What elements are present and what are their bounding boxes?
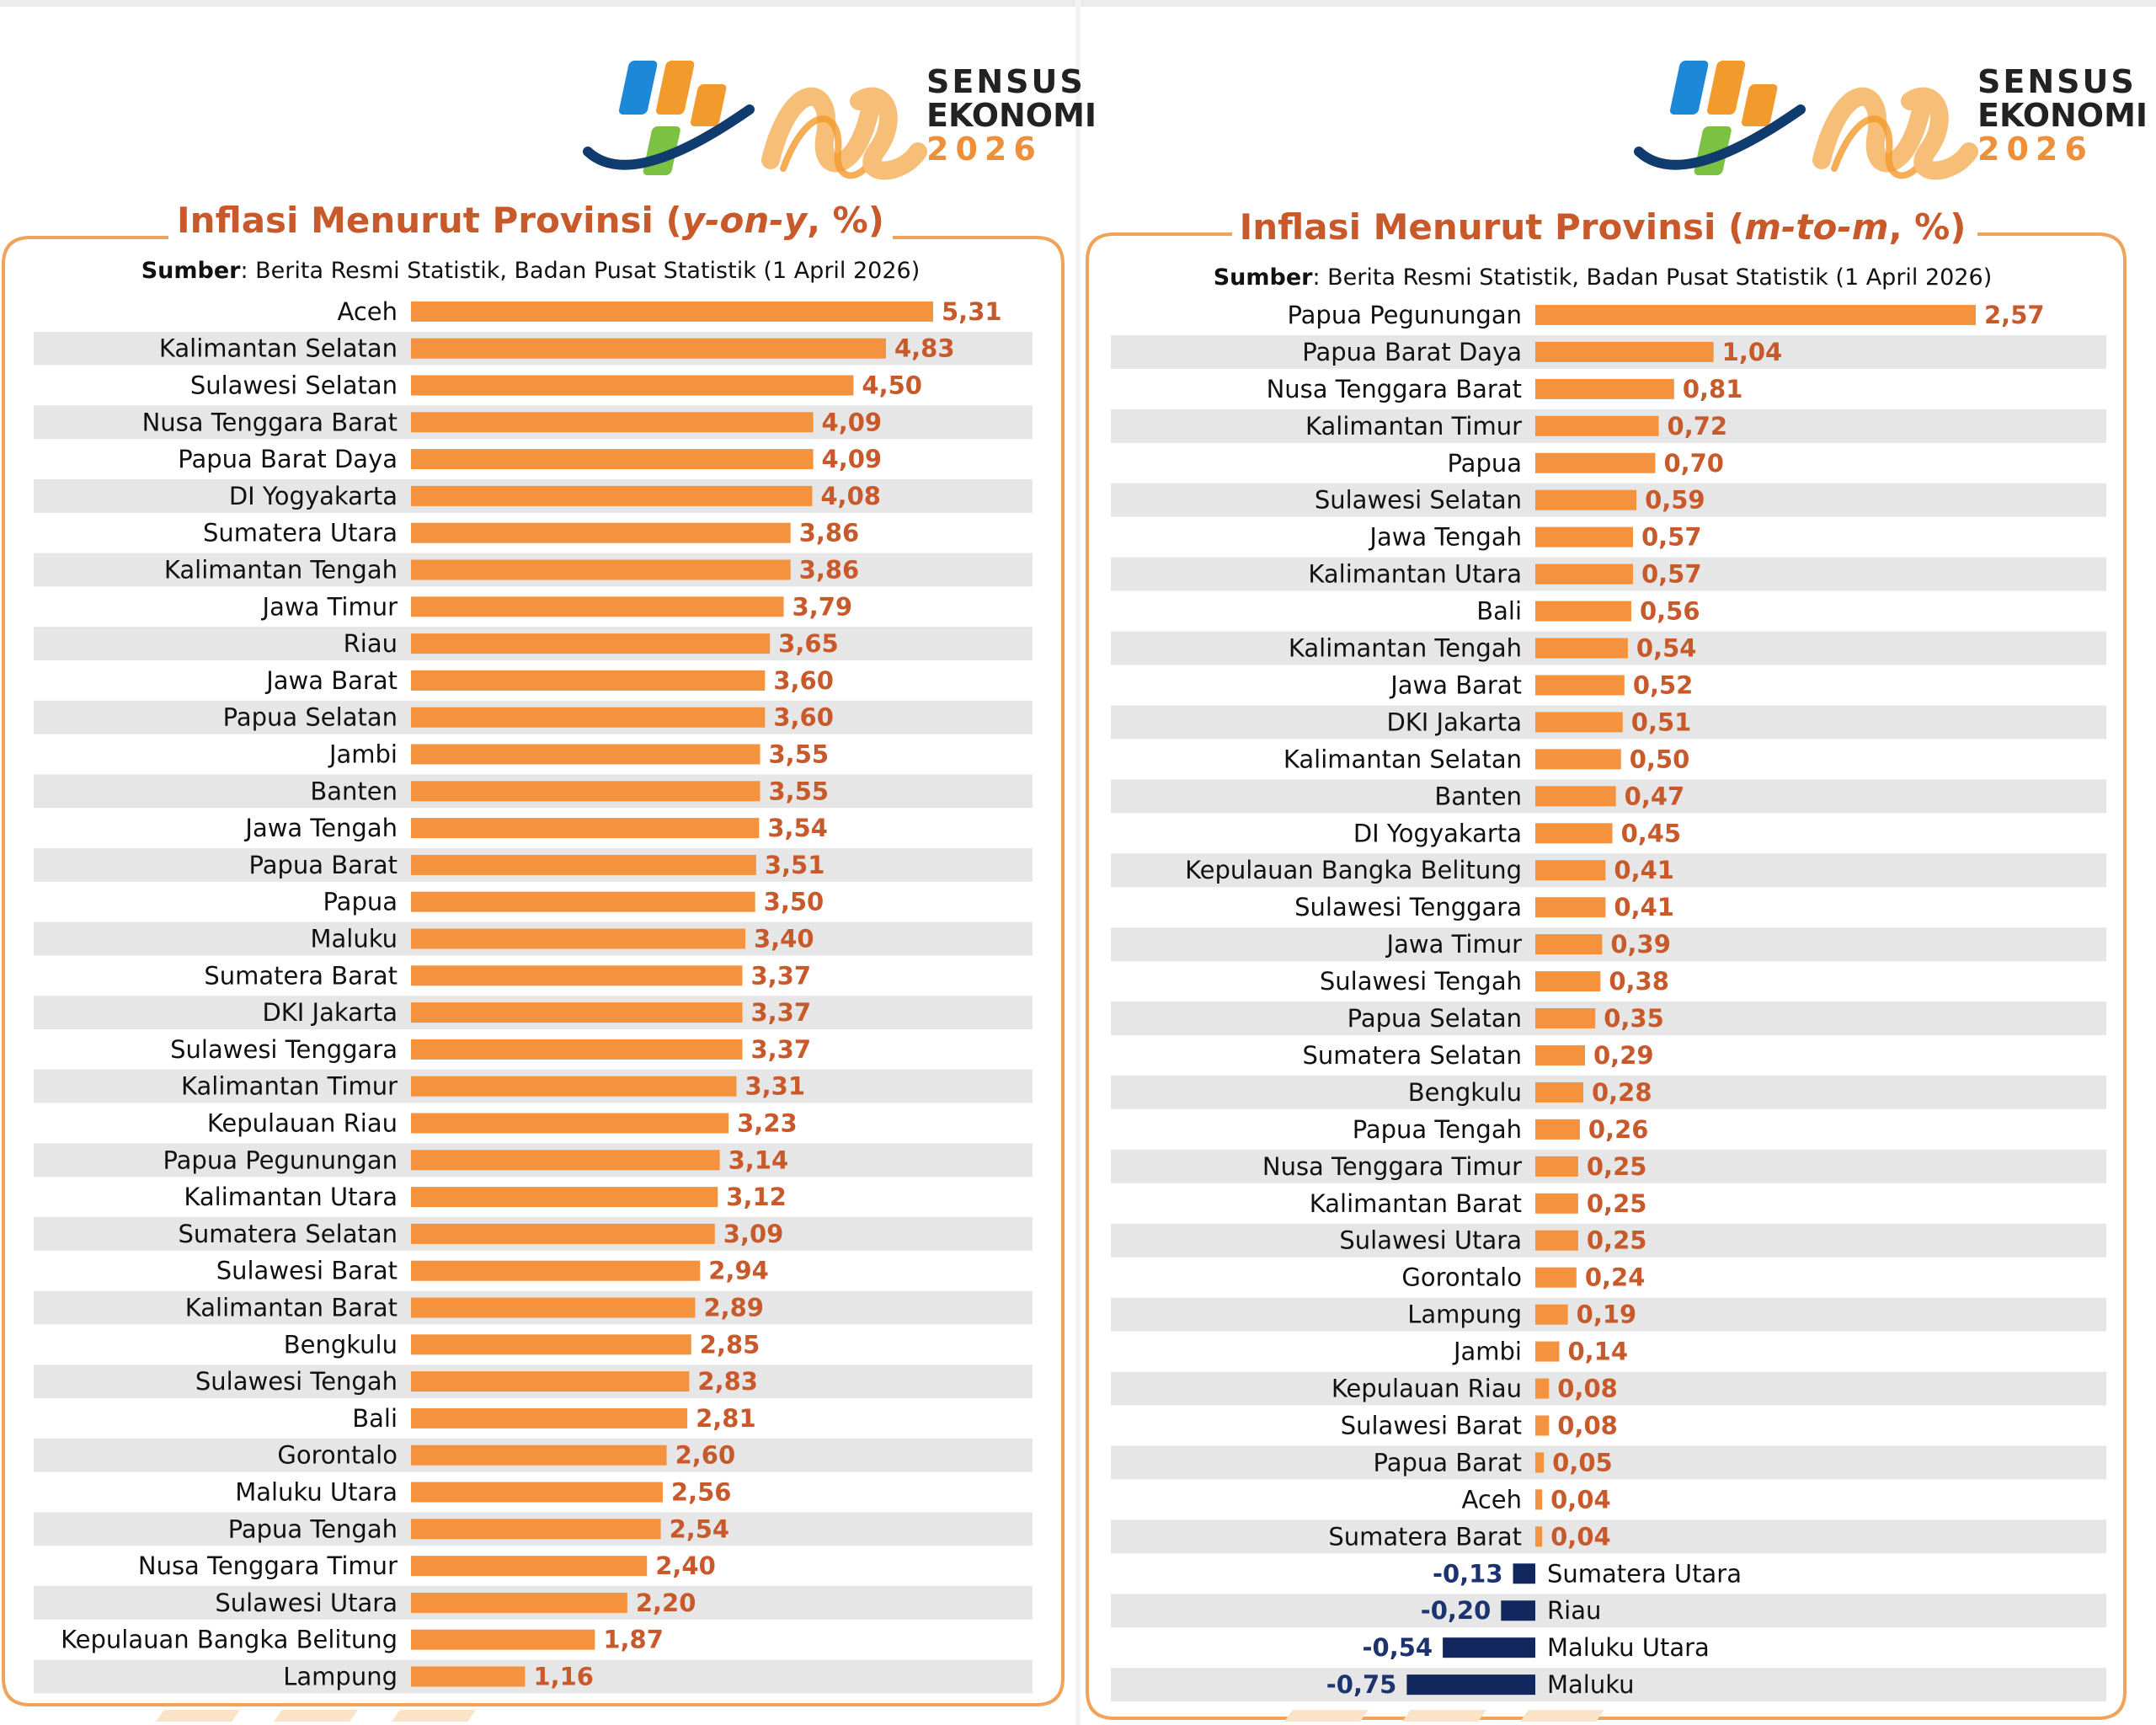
tick-label: Kepulauan Bangka Belitung xyxy=(61,1625,398,1654)
data-label: 3,40 xyxy=(753,924,814,953)
deco-stripe xyxy=(274,1710,358,1722)
tick-label: Sumatera Barat xyxy=(1328,1522,1522,1551)
bar xyxy=(411,929,745,949)
data-label: 3,54 xyxy=(767,814,828,843)
data-label: 0,35 xyxy=(1604,1004,1664,1033)
data-label: 4,50 xyxy=(862,371,922,400)
data-label: 0,81 xyxy=(1682,374,1743,403)
bar xyxy=(411,1334,691,1354)
data-label: 0,25 xyxy=(1586,1188,1647,1218)
tick-label: Jawa Tengah xyxy=(1369,522,1522,552)
bar xyxy=(1535,1194,1578,1214)
data-label: 0,51 xyxy=(1630,708,1692,737)
tick-label: Lampung xyxy=(1407,1300,1522,1329)
bar xyxy=(1535,453,1655,473)
bar xyxy=(411,1556,647,1576)
tick-label: Papua Pegunungan xyxy=(163,1146,398,1175)
bar xyxy=(411,1298,695,1318)
tick-label: Bengkulu xyxy=(1407,1077,1522,1107)
tick-label: Kepulauan Riau xyxy=(206,1108,398,1138)
bar xyxy=(411,745,760,765)
tick-label: Sulawesi Tengah xyxy=(1319,967,1522,996)
tick-label: Sulawesi Tenggara xyxy=(170,1034,398,1064)
data-label: 0,26 xyxy=(1588,1114,1649,1144)
bar xyxy=(411,1224,715,1244)
bar xyxy=(1535,1156,1578,1177)
data-label: 0,08 xyxy=(1557,1411,1618,1440)
data-label: 2,57 xyxy=(1984,300,2045,329)
logo-blue-block xyxy=(1669,61,1710,115)
bar xyxy=(1535,490,1636,510)
tick-label: Kepulauan Riau xyxy=(1331,1374,1522,1403)
data-label: 2,56 xyxy=(670,1477,732,1507)
tick-label: Kepulauan Bangka Belitung xyxy=(1185,856,1522,885)
tick-label: Maluku xyxy=(310,924,398,953)
bar xyxy=(1535,379,1674,399)
bar xyxy=(411,560,791,580)
logo-text-ekonomi: EKONOMI xyxy=(926,97,1097,134)
tick-label: Kalimantan Barat xyxy=(184,1293,398,1322)
chart-mtm xyxy=(1081,0,2156,1725)
tick-label: Banten xyxy=(1434,782,1522,811)
data-label: 2,54 xyxy=(669,1514,730,1544)
data-label: 4,08 xyxy=(820,481,881,510)
bar xyxy=(1535,1305,1568,1325)
chart-title xyxy=(177,200,884,241)
data-label: -0,75 xyxy=(1326,1670,1397,1700)
data-label: 2,40 xyxy=(655,1551,716,1581)
tick-label: Papua Barat Daya xyxy=(178,445,398,474)
tick-label: Lampung xyxy=(283,1662,398,1691)
bar xyxy=(411,1408,687,1429)
logo-orange-block xyxy=(690,84,728,126)
tick-label: Aceh xyxy=(1461,1485,1522,1514)
tick-label: Banten xyxy=(310,777,398,806)
data-label: 4,09 xyxy=(821,408,883,437)
logo-blue-block xyxy=(618,61,659,115)
tick-label: Papua Barat xyxy=(1373,1448,1522,1477)
tick-label: Gorontalo xyxy=(277,1440,398,1470)
data-label: 0,25 xyxy=(1586,1151,1647,1181)
bar xyxy=(411,1667,525,1687)
chart-title-prefix: Inflasi Menurut Provinsi ( xyxy=(177,200,682,241)
bar xyxy=(411,1261,700,1281)
bar xyxy=(411,965,742,985)
bar xyxy=(411,1519,661,1539)
data-label: 3,14 xyxy=(728,1146,789,1175)
tick-label: Maluku xyxy=(1547,1670,1635,1700)
bar xyxy=(411,1187,718,1207)
tick-label: Jawa Tengah xyxy=(245,814,398,843)
data-label: 0,38 xyxy=(1609,967,1669,996)
data-label: 0,25 xyxy=(1586,1226,1647,1255)
deco-stripe xyxy=(1402,1710,1486,1722)
source-label: Sumber xyxy=(141,258,241,284)
data-label: 0,04 xyxy=(1550,1522,1611,1551)
tick-label: Papua Barat xyxy=(248,850,398,879)
bar xyxy=(1535,1342,1559,1362)
tick-label: Maluku Utara xyxy=(235,1477,398,1507)
data-label: 2,85 xyxy=(699,1330,760,1359)
tick-label: Kalimantan Utara xyxy=(184,1183,398,1212)
tick-label: Sulawesi Tenggara xyxy=(1294,893,1522,922)
logo-text-year: 2026 xyxy=(1977,131,2094,168)
bar xyxy=(411,1114,728,1134)
bar xyxy=(1535,1526,1542,1546)
data-label: -0,13 xyxy=(1432,1559,1503,1589)
tick-label: Sulawesi Utara xyxy=(215,1588,398,1617)
tick-label: Sulawesi Barat xyxy=(1340,1411,1522,1440)
data-label: 3,37 xyxy=(750,961,812,991)
tick-label: Kalimantan Timur xyxy=(1305,411,1522,441)
bar xyxy=(411,670,765,691)
data-label: 3,51 xyxy=(764,850,825,879)
tick-label: Bali xyxy=(352,1403,398,1433)
logo-text-sensus: SENSUS xyxy=(1977,63,2137,100)
bar xyxy=(1535,342,1714,362)
bar xyxy=(1535,1452,1544,1472)
bar xyxy=(1535,823,1613,843)
logo-orange-block xyxy=(1741,84,1779,126)
bar xyxy=(1535,1231,1578,1251)
data-label: 3,55 xyxy=(768,777,830,806)
data-label: -0,20 xyxy=(1420,1596,1492,1626)
tick-label: Papua xyxy=(1447,448,1522,478)
tick-label: Kalimantan Barat xyxy=(1309,1188,1522,1218)
bar xyxy=(1535,1379,1549,1399)
bar xyxy=(411,1002,742,1023)
tick-label: Sulawesi Selatan xyxy=(189,371,398,400)
bar xyxy=(411,302,933,322)
bar xyxy=(1535,1415,1549,1435)
data-label: 3,60 xyxy=(773,702,834,732)
tick-label: Jawa Barat xyxy=(1390,670,1522,700)
chart-source xyxy=(1214,264,1993,291)
tick-label: Sumatera Barat xyxy=(204,961,398,991)
source-label: Sumber xyxy=(1213,264,1313,291)
data-label: 0,19 xyxy=(1576,1300,1637,1329)
data-label: 3,50 xyxy=(763,887,825,916)
tick-label: Sulawesi Barat xyxy=(216,1256,398,1285)
tick-label: Sulawesi Tengah xyxy=(195,1367,398,1397)
data-label: 1,87 xyxy=(603,1625,664,1654)
tick-label: Sumatera Utara xyxy=(1547,1559,1742,1589)
deco-stripe xyxy=(392,1710,476,1722)
logo-text-year: 2026 xyxy=(926,131,1043,168)
bar xyxy=(411,523,791,543)
tick-label: Papua Selatan xyxy=(1347,1004,1522,1033)
data-label: 3,60 xyxy=(773,665,834,695)
data-label: 0,57 xyxy=(1641,559,1702,589)
bar xyxy=(1535,1008,1595,1028)
tick-label: Jambi xyxy=(328,740,398,769)
tick-label: Kalimantan Selatan xyxy=(1283,745,1522,774)
tick-label: Papua xyxy=(323,887,398,916)
bar xyxy=(411,1445,667,1466)
data-label: 2,20 xyxy=(635,1588,696,1617)
bar xyxy=(411,818,759,838)
bar xyxy=(411,1371,689,1391)
data-label: 0,50 xyxy=(1629,745,1690,774)
bar xyxy=(411,339,886,359)
logo-orange-block xyxy=(655,61,696,115)
data-label: 0,41 xyxy=(1614,856,1674,885)
data-label: 2,94 xyxy=(708,1256,769,1285)
bar xyxy=(1535,1489,1542,1509)
tick-label: Bengkulu xyxy=(283,1330,398,1359)
data-label: 0,70 xyxy=(1663,448,1725,478)
tick-label: Kalimantan Selatan xyxy=(158,334,398,363)
tick-label: DKI Jakarta xyxy=(262,998,398,1028)
bar xyxy=(1535,638,1628,659)
tick-label: Gorontalo xyxy=(1401,1263,1522,1292)
tick-label: Nusa Tenggara Barat xyxy=(141,408,398,437)
bar xyxy=(411,855,756,875)
bar xyxy=(1535,712,1623,732)
chart-source xyxy=(141,258,921,284)
tick-label: Papua Selatan xyxy=(222,702,398,732)
bar xyxy=(1535,564,1633,585)
data-label: 0,57 xyxy=(1641,522,1702,552)
bar xyxy=(1535,416,1659,436)
data-label: 0,56 xyxy=(1639,596,1700,626)
data-label: 4,09 xyxy=(821,445,883,474)
tick-label: Nusa Tenggara Timur xyxy=(1262,1151,1522,1181)
tick-label: Sumatera Selatan xyxy=(178,1219,398,1248)
tick-label: DI Yogyakarta xyxy=(228,481,398,510)
bar xyxy=(1535,860,1605,880)
data-label: 4,83 xyxy=(894,334,955,363)
data-label: 0,29 xyxy=(1593,1040,1654,1070)
data-label: 2,83 xyxy=(697,1367,758,1397)
data-label: 0,41 xyxy=(1614,893,1674,922)
tick-label: Kalimantan Tengah xyxy=(1288,633,1522,663)
data-label: 3,23 xyxy=(737,1108,798,1138)
tick-label: DI Yogyakarta xyxy=(1353,819,1522,848)
data-label: 0,14 xyxy=(1567,1337,1629,1366)
data-label: 3,31 xyxy=(744,1071,806,1101)
data-label: 0,54 xyxy=(1636,633,1697,663)
bar xyxy=(1535,934,1602,954)
data-label: 1,16 xyxy=(533,1662,595,1691)
bar xyxy=(411,1150,720,1170)
bar xyxy=(1535,305,1976,325)
deco-stripe xyxy=(156,1710,240,1722)
data-label: 0,52 xyxy=(1632,670,1694,700)
source-text: : Berita Resmi Statistik, Badan Pusat Statistik (1 April 2026) xyxy=(1312,264,1993,291)
bar xyxy=(411,781,760,801)
chart-title-prefix: Inflasi Menurut Provinsi ( xyxy=(1239,206,1745,248)
logo-text-sensus: SENSUS xyxy=(926,63,1086,100)
data-label: 0,05 xyxy=(1552,1448,1613,1477)
deco-stripe xyxy=(1520,1710,1604,1722)
tick-label: Jawa Barat xyxy=(266,665,398,695)
data-label: 0,08 xyxy=(1557,1374,1618,1403)
data-label: 0,28 xyxy=(1591,1077,1652,1107)
bar xyxy=(1535,601,1631,622)
tick-label: Jawa Timur xyxy=(1386,930,1522,959)
data-label: 0,39 xyxy=(1610,930,1671,959)
bar xyxy=(411,1482,663,1503)
data-label: 3,86 xyxy=(798,518,860,547)
logo-orange-block xyxy=(1706,61,1747,115)
data-label: 3,37 xyxy=(750,998,812,1028)
bar xyxy=(411,486,812,506)
tick-label: Bali xyxy=(1476,596,1522,626)
bar xyxy=(411,1076,736,1097)
row-shade xyxy=(1111,1594,2106,1627)
bar xyxy=(1501,1600,1535,1621)
bar xyxy=(411,412,814,432)
bar xyxy=(1535,786,1616,806)
tick-label: Riau xyxy=(1547,1596,1602,1626)
deco-stripe xyxy=(1284,1710,1369,1722)
tick-label: Nusa Tenggara Timur xyxy=(137,1551,398,1581)
tick-label: Kalimantan Timur xyxy=(181,1071,398,1101)
data-label: 2,81 xyxy=(696,1403,756,1433)
bar xyxy=(1535,1082,1583,1103)
bps-sensus-logo xyxy=(588,61,1097,175)
data-label: 0,59 xyxy=(1645,485,1705,515)
tick-label: Papua Barat Daya xyxy=(1302,337,1522,366)
bar xyxy=(411,376,853,396)
data-label: 0,45 xyxy=(1620,819,1682,848)
tick-label: Papua Tengah xyxy=(227,1514,398,1544)
tick-label: Kalimantan Tengah xyxy=(163,555,398,585)
tick-label: Sulawesi Utara xyxy=(1339,1226,1522,1255)
chart-title xyxy=(1240,206,1967,248)
bar xyxy=(1513,1563,1535,1583)
data-label: 3,12 xyxy=(726,1183,787,1212)
data-label: 3,55 xyxy=(768,740,830,769)
bar xyxy=(411,708,765,728)
tick-label: Riau xyxy=(343,629,398,659)
bar xyxy=(1535,1045,1585,1065)
tick-label: Jambi xyxy=(1453,1337,1522,1366)
bar xyxy=(1535,527,1633,547)
bar xyxy=(411,1593,627,1613)
tick-label: DKI Jakarta xyxy=(1386,708,1522,737)
bar xyxy=(1535,675,1625,695)
bar xyxy=(411,633,770,654)
bar xyxy=(1535,1268,1577,1288)
bar xyxy=(1535,971,1600,991)
bar xyxy=(411,892,755,912)
tick-label: Papua Tengah xyxy=(1352,1114,1522,1144)
bps-sensus-logo xyxy=(1639,61,2148,175)
data-label: 0,04 xyxy=(1550,1485,1611,1514)
chart-title-suffix: , %) xyxy=(1888,206,1967,248)
tick-label: Jawa Timur xyxy=(262,592,398,622)
data-label: 5,31 xyxy=(942,296,1002,326)
data-label: 3,79 xyxy=(792,592,853,622)
data-label: 0,72 xyxy=(1667,411,1728,441)
bar xyxy=(1535,897,1605,917)
bar xyxy=(1406,1674,1535,1695)
tick-label: Kalimantan Utara xyxy=(1308,559,1522,589)
source-text: : Berita Resmi Statistik, Badan Pusat Statistik (1 April 2026) xyxy=(240,258,921,284)
data-label: 0,47 xyxy=(1624,782,1685,811)
tick-label: Nusa Tenggara Barat xyxy=(1266,374,1522,403)
bar xyxy=(411,1630,595,1650)
chart-title-italic: m-to-m xyxy=(1744,206,1889,248)
row-shade xyxy=(1111,927,2106,961)
data-label: -0,54 xyxy=(1362,1633,1433,1663)
bar xyxy=(411,449,814,469)
tick-label: Sumatera Utara xyxy=(203,518,398,547)
tick-label: Aceh xyxy=(337,296,398,326)
tick-label: Sulawesi Selatan xyxy=(1314,485,1522,515)
data-label: 3,37 xyxy=(750,1034,812,1064)
data-label: 3,65 xyxy=(778,629,839,659)
bar xyxy=(411,596,784,617)
data-label: 3,86 xyxy=(798,555,860,585)
tick-label: Maluku Utara xyxy=(1547,1633,1710,1663)
data-label: 1,04 xyxy=(1721,337,1783,366)
data-label: 3,09 xyxy=(723,1219,784,1248)
bar xyxy=(1443,1637,1535,1658)
data-label: 2,89 xyxy=(703,1293,765,1322)
bar xyxy=(1535,749,1621,769)
tick-label: Sumatera Selatan xyxy=(1302,1040,1522,1070)
chart-title-suffix: , %) xyxy=(807,200,884,241)
data-label: 0,24 xyxy=(1584,1263,1646,1292)
tick-label: Papua Pegunungan xyxy=(1287,300,1522,329)
chart-title-italic: y-on-y xyxy=(681,200,808,241)
bar xyxy=(1535,1119,1580,1140)
logo-text-ekonomi: EKONOMI xyxy=(1977,97,2148,134)
data-label: 2,60 xyxy=(675,1440,736,1470)
bar xyxy=(411,1039,742,1060)
